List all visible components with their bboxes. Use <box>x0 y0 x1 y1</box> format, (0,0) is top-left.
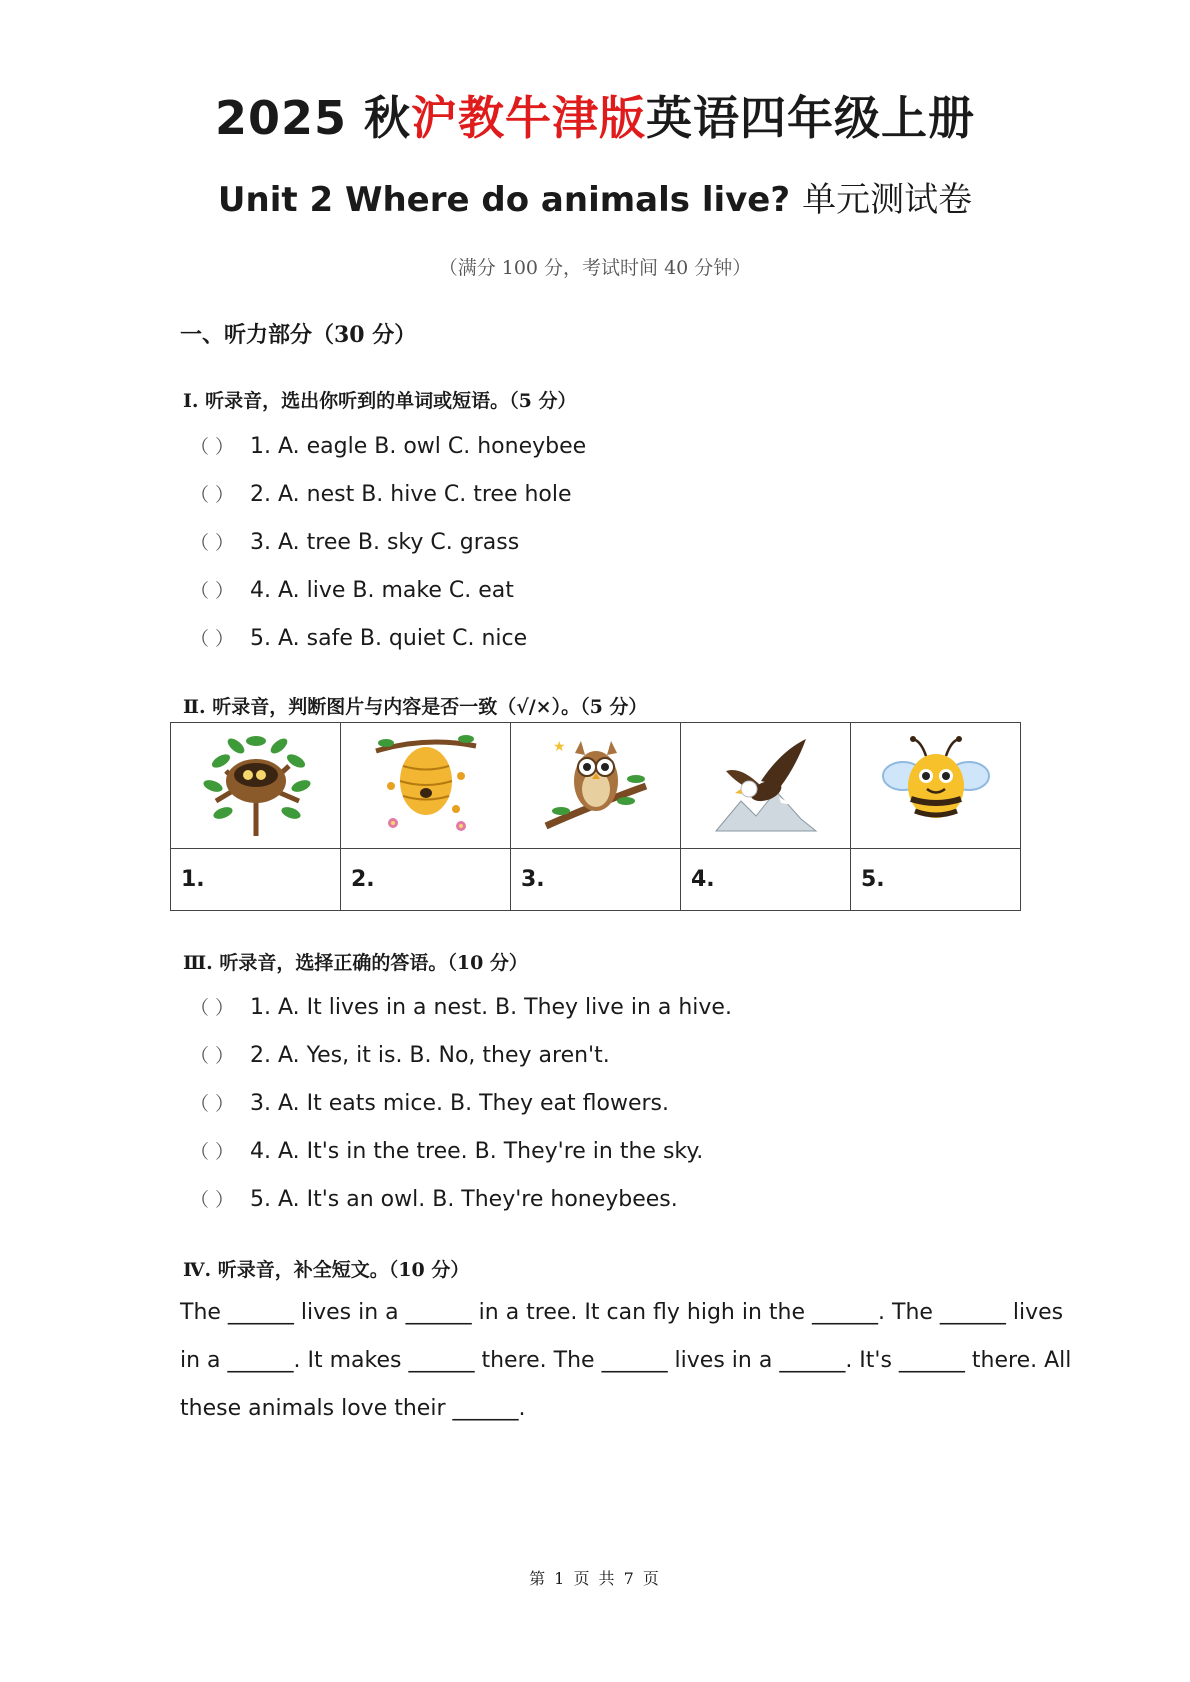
part3-heading: Ⅲ. 听录音，选择正确的答语。（10 分） <box>183 952 528 974</box>
picture-cell-2 <box>341 723 511 849</box>
unit-title-suffix: 单元测试卷 <box>802 180 973 220</box>
passage-line-1[interactable]: The ______ lives in a ______ in a tree. It can fly high in the ______. The ______ lives <box>180 1300 1064 1325</box>
question-text: 4. A. live B. make C. eat <box>250 578 514 603</box>
question-text: 1. A. It lives in a nest. B. They live in a hive. <box>250 995 732 1020</box>
part4-heading: Ⅳ. 听录音，补全短文。（10 分） <box>183 1259 470 1281</box>
eagle-over-mountains-icon <box>711 731 821 836</box>
unit-title-en: Unit 2 Where do animals live? <box>217 180 791 220</box>
title-rest: 英语四年级上册 <box>646 91 976 145</box>
part3-question-3 <box>190 1089 669 1116</box>
question-text: 2. A. Yes, it is. B. No, they aren't. <box>250 1043 610 1068</box>
title-publisher: 沪教牛津版 <box>411 91 647 145</box>
answer-blank[interactable]: （ ） <box>190 997 235 1019</box>
part3-question-2 <box>190 1041 610 1068</box>
part3-question-5 <box>190 1185 678 1212</box>
page-footer: 第 1 页 共 7 页 <box>529 1569 661 1588</box>
picture-number-1[interactable]: 1. <box>171 849 341 911</box>
owl-on-branch-icon <box>541 731 651 836</box>
picture-number-3[interactable]: 3. <box>511 849 681 911</box>
question-text: 4. A. It's in the tree. B. They're in the sky. <box>250 1139 704 1164</box>
part1-question-4 <box>190 576 514 603</box>
part1-heading: Ⅰ. 听录音，选出你听到的单词或短语。（5 分） <box>183 390 577 412</box>
part2-heading: Ⅱ. 听录音，判断图片与内容是否一致（√/×）。（5 分） <box>183 696 648 718</box>
passage-line-3[interactable]: these animals love their ______. <box>180 1396 526 1421</box>
answer-blank[interactable]: （ ） <box>190 436 235 458</box>
section-listening-heading: 一、听力部分（30 分） <box>180 322 417 348</box>
answer-blank[interactable]: （ ） <box>190 1093 235 1115</box>
page-title <box>0 82 1190 148</box>
honeybee-icon <box>881 731 991 836</box>
part1-question-2 <box>190 480 572 507</box>
answer-blank[interactable]: （ ） <box>190 580 235 602</box>
picture-table <box>170 722 1021 911</box>
question-text: 3. A. tree B. sky C. grass <box>250 530 520 555</box>
answer-blank[interactable]: （ ） <box>190 628 235 650</box>
beehive-icon <box>371 731 481 836</box>
question-text: 5. A. It's an owl. B. They're honeybees. <box>250 1187 678 1212</box>
picture-cell-4 <box>681 723 851 849</box>
answer-blank[interactable]: （ ） <box>190 484 235 506</box>
part1-question-1 <box>190 432 586 459</box>
part3-question-1 <box>190 993 732 1020</box>
picture-number-4[interactable]: 4. <box>681 849 851 911</box>
nest-in-tree-icon <box>201 731 311 836</box>
answer-blank[interactable]: （ ） <box>190 1045 235 1067</box>
question-text: 3. A. It eats mice. B. They eat flowers. <box>250 1091 669 1116</box>
passage-line-2[interactable]: in a ______. It makes ______ there. The ______ lives in a ______. It's ______ there. All <box>180 1348 1072 1373</box>
svg-text:★: ★ <box>552 739 566 755</box>
question-text: 5. A. safe B. quiet C. nice <box>250 626 528 651</box>
picture-cell-5 <box>851 723 1021 849</box>
picture-number-2[interactable]: 2. <box>341 849 511 911</box>
answer-blank[interactable]: （ ） <box>190 1189 235 1211</box>
unit-title <box>0 172 1190 221</box>
question-text: 2. A. nest B. hive C. tree hole <box>250 482 572 507</box>
picture-cell-3 <box>511 723 681 849</box>
picture-number-5[interactable]: 5. <box>851 849 1021 911</box>
answer-blank[interactable]: （ ） <box>190 1141 235 1163</box>
part3-question-4 <box>190 1137 703 1164</box>
question-text: 1. A. eagle B. owl C. honeybee <box>250 434 587 459</box>
title-year: 2025 秋 <box>214 91 412 145</box>
exam-info: （满分 100 分，考试时间 40 分钟） <box>438 257 752 279</box>
part1-question-3 <box>190 528 519 555</box>
picture-cell-1 <box>171 723 341 849</box>
answer-blank[interactable]: （ ） <box>190 532 235 554</box>
part1-question-5 <box>190 624 527 651</box>
